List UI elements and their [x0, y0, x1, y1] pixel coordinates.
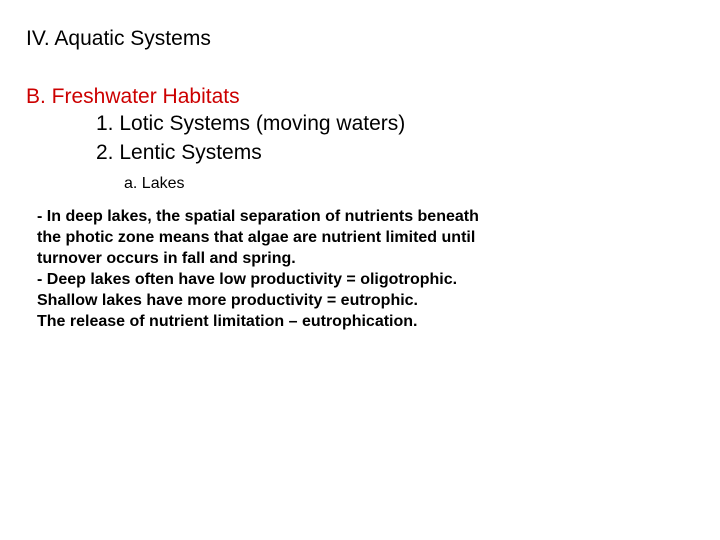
section-heading: B. Freshwater Habitats — [26, 85, 240, 108]
body-line: Shallow lakes have more productivity = eutrophic. — [37, 292, 418, 309]
body-line: turnover occurs in fall and spring. — [37, 250, 296, 267]
slide-title: IV. Aquatic Systems — [26, 27, 211, 50]
body-line: - In deep lakes, the spatial separation of nutrients beneath — [37, 208, 479, 225]
body-line: The release of nutrient limitation – eutrophication. — [37, 313, 418, 330]
body-line: the photic zone means that algae are nutrient limited until — [37, 229, 476, 246]
list-item-lotic: 1. Lotic Systems (moving waters) — [96, 112, 406, 135]
subitem-lakes: a. Lakes — [124, 175, 185, 192]
list-item-lentic: 2. Lentic Systems — [96, 141, 262, 164]
body-line: - Deep lakes often have low productivity = oligotrophic. — [37, 271, 458, 288]
body-paragraph — [37, 206, 557, 332]
